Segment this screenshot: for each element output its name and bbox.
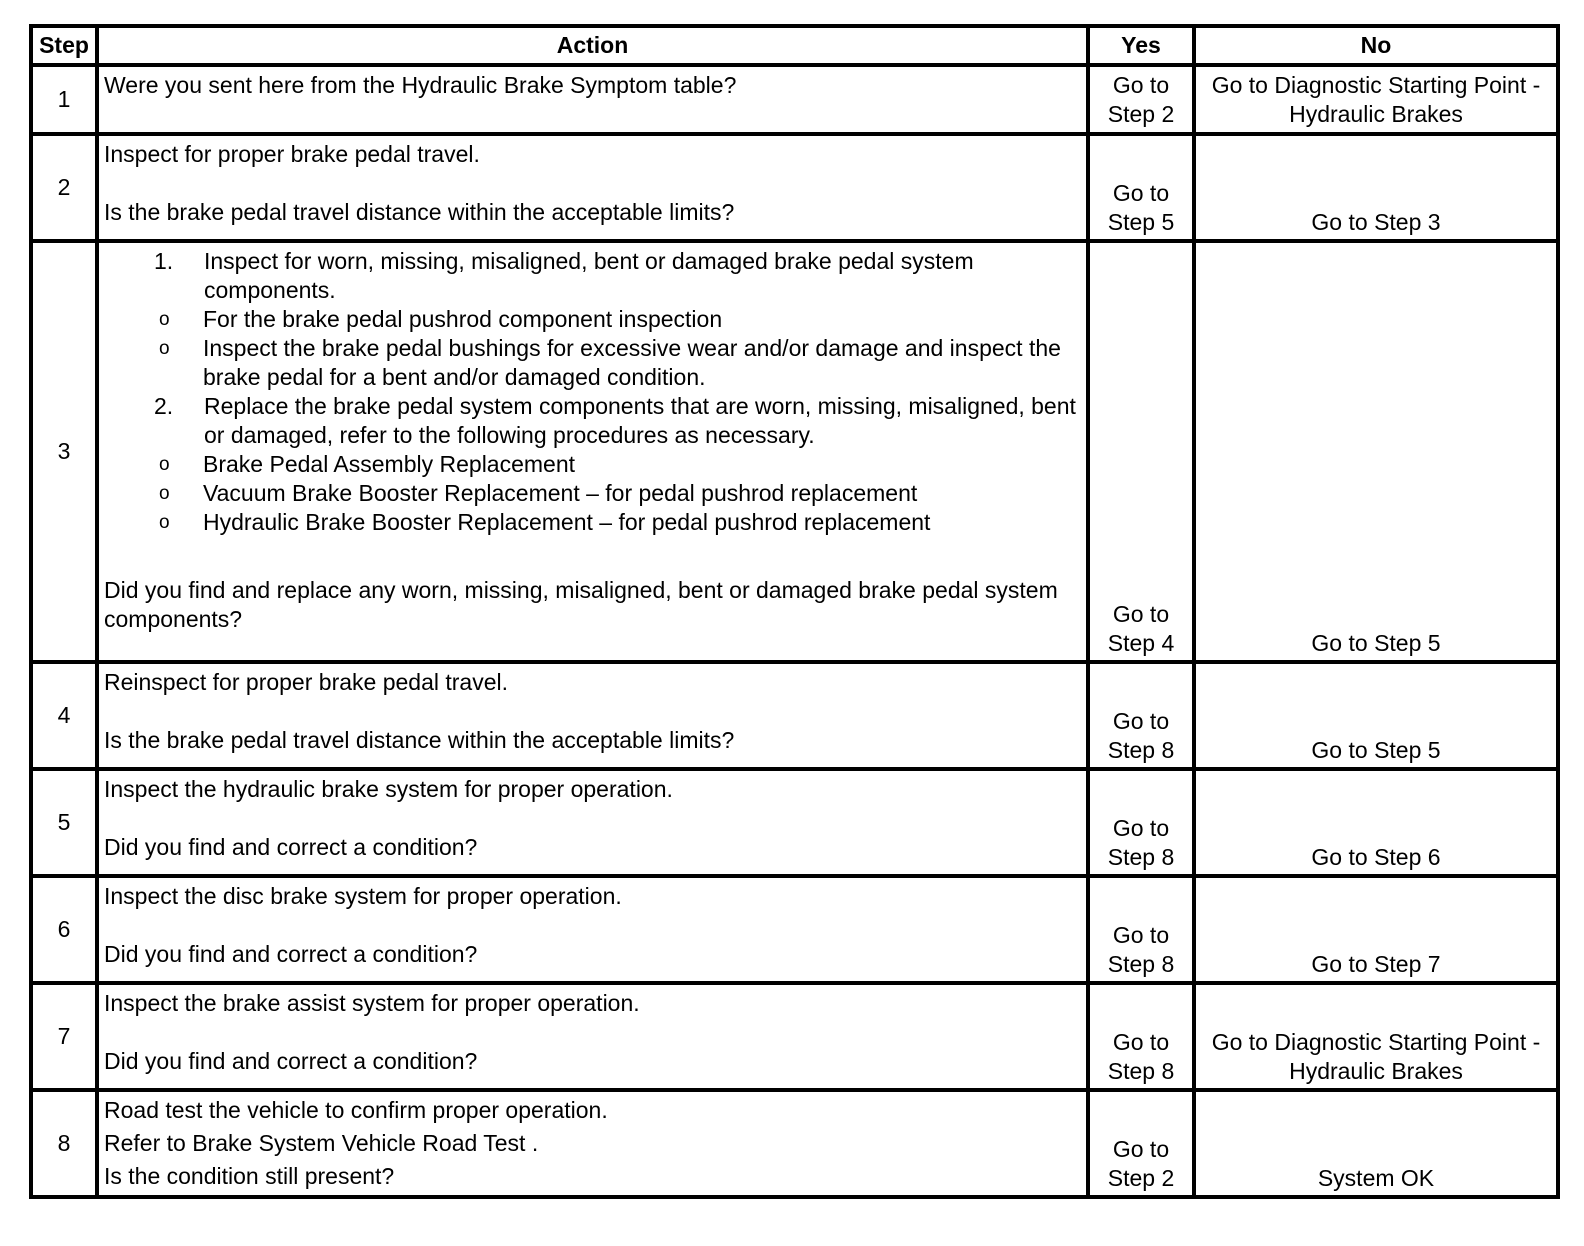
action-cell — [97, 1090, 1088, 1197]
no-cell: Go to Step 7 — [1194, 876, 1558, 983]
header-action: Action — [97, 26, 1088, 65]
yes-cell: Go to Step 4 — [1088, 241, 1194, 662]
yes-cell: Go to Step 8 — [1088, 662, 1194, 769]
action-cell — [97, 241, 1088, 662]
bullet-icon: o — [159, 454, 170, 475]
question-text: Did you find and correct a condition? — [104, 941, 478, 967]
sub-text: Vacuum Brake Booster Replacement – for pedal pushrod replacement — [203, 480, 918, 506]
yes-cell: Go to Step 2 — [1088, 1090, 1194, 1197]
action-text: Inspect the hydraulic brake system for proper operation. — [104, 776, 673, 802]
no-cell: Go to Diagnostic Starting Point - Hydraulic Brakes — [1194, 983, 1558, 1090]
step-number: 7 — [31, 983, 97, 1090]
sub-item — [104, 450, 1080, 479]
procedure-item — [104, 392, 1080, 450]
sub-item — [104, 508, 1080, 537]
question-text: Is the brake pedal travel distance within the acceptable limits? — [104, 199, 735, 225]
step-number: 1 — [31, 65, 97, 134]
question-text: Is the condition still present? — [104, 1163, 395, 1189]
no-cell: Go to Step 5 — [1194, 662, 1558, 769]
sub-item — [104, 479, 1080, 508]
sub-list — [104, 305, 1080, 392]
table-row — [31, 1090, 1558, 1197]
table-row — [31, 983, 1558, 1090]
sub-item — [104, 334, 1080, 392]
header-yes: Yes — [1088, 26, 1194, 65]
action-cell — [97, 662, 1088, 769]
procedure-list — [104, 247, 1080, 305]
step-number: 4 — [31, 662, 97, 769]
procedure-text: Inspect for worn, missing, misaligned, bent or damaged brake pedal system components. — [204, 248, 974, 303]
yes-cell: Go to Step 8 — [1088, 876, 1194, 983]
no-cell: Go to Step 5 — [1194, 241, 1558, 662]
table-row — [31, 241, 1558, 662]
table-row — [31, 769, 1558, 876]
question-text: Did you find and replace any worn, missing, misaligned, bent or damaged brake pedal system components? — [104, 577, 1058, 632]
header-no: No — [1194, 26, 1558, 65]
action-text: Inspect the disc brake system for proper operation. — [104, 883, 622, 909]
bullet-icon: o — [159, 309, 170, 330]
action-text: Reinspect for proper brake pedal travel. — [104, 669, 508, 695]
yes-cell: Go to Step 5 — [1088, 134, 1194, 241]
step-number: 2 — [31, 134, 97, 241]
sub-text: For the brake pedal pushrod component inspection — [203, 306, 723, 332]
procedure-text: Replace the brake pedal system components that are worn, missing, misaligned, bent or damaged, refer to the following procedures as necessary. — [204, 393, 1076, 448]
action-cell — [97, 983, 1088, 1090]
no-cell: System OK — [1194, 1090, 1558, 1197]
header-row — [31, 26, 1558, 65]
bullet-icon: o — [159, 512, 170, 533]
step-number: 3 — [31, 241, 97, 662]
sub-text: Hydraulic Brake Booster Replacement – for pedal pushrod replacement — [203, 509, 931, 535]
question-text: Did you find and correct a condition? — [104, 1048, 478, 1074]
procedure-list — [104, 392, 1080, 450]
sub-list — [104, 450, 1080, 537]
action-text: Inspect for proper brake pedal travel. — [104, 141, 480, 167]
action-cell — [97, 134, 1088, 241]
step-number: 8 — [31, 1090, 97, 1197]
table-row — [31, 65, 1558, 134]
sub-text: Brake Pedal Assembly Replacement — [203, 451, 576, 477]
no-cell: Go to Step 3 — [1194, 134, 1558, 241]
table-row — [31, 662, 1558, 769]
bullet-icon: o — [159, 483, 170, 504]
procedure-number: 1. — [154, 248, 174, 274]
yes-cell: Go to Step 8 — [1088, 769, 1194, 876]
action-cell — [97, 876, 1088, 983]
question-text: Did you find and correct a condition? — [104, 834, 478, 860]
question-text: Is the brake pedal travel distance within the acceptable limits? — [104, 727, 735, 753]
yes-cell: Go to Step 8 — [1088, 983, 1194, 1090]
action-text: Inspect the brake assist system for proper operation. — [104, 990, 640, 1016]
action-text: Road test the vehicle to confirm proper operation. — [104, 1097, 608, 1123]
step-number: 6 — [31, 876, 97, 983]
no-cell: Go to Step 6 — [1194, 769, 1558, 876]
table-row — [31, 876, 1558, 983]
procedure-number: 2. — [154, 393, 174, 419]
table-row — [31, 134, 1558, 241]
no-cell: Go to Diagnostic Starting Point - Hydraulic Brakes — [1194, 65, 1558, 134]
diagnostic-table — [29, 24, 1560, 1199]
bullet-icon: o — [159, 338, 170, 359]
action-cell — [97, 769, 1088, 876]
sub-text: Inspect the brake pedal bushings for excessive wear and/or damage and inspect the brake pedal for a bent and/or damaged condition. — [203, 335, 1061, 390]
action-cell — [97, 65, 1088, 134]
action-text: Were you sent here from the Hydraulic Brake Symptom table? — [104, 72, 737, 98]
step-number: 5 — [31, 769, 97, 876]
action-text: Refer to Brake System Vehicle Road Test . — [104, 1130, 539, 1156]
procedure-item — [104, 247, 1080, 305]
yes-cell: Go to Step 2 — [1088, 65, 1194, 134]
sub-item — [104, 305, 1080, 334]
header-step: Step — [31, 26, 97, 65]
